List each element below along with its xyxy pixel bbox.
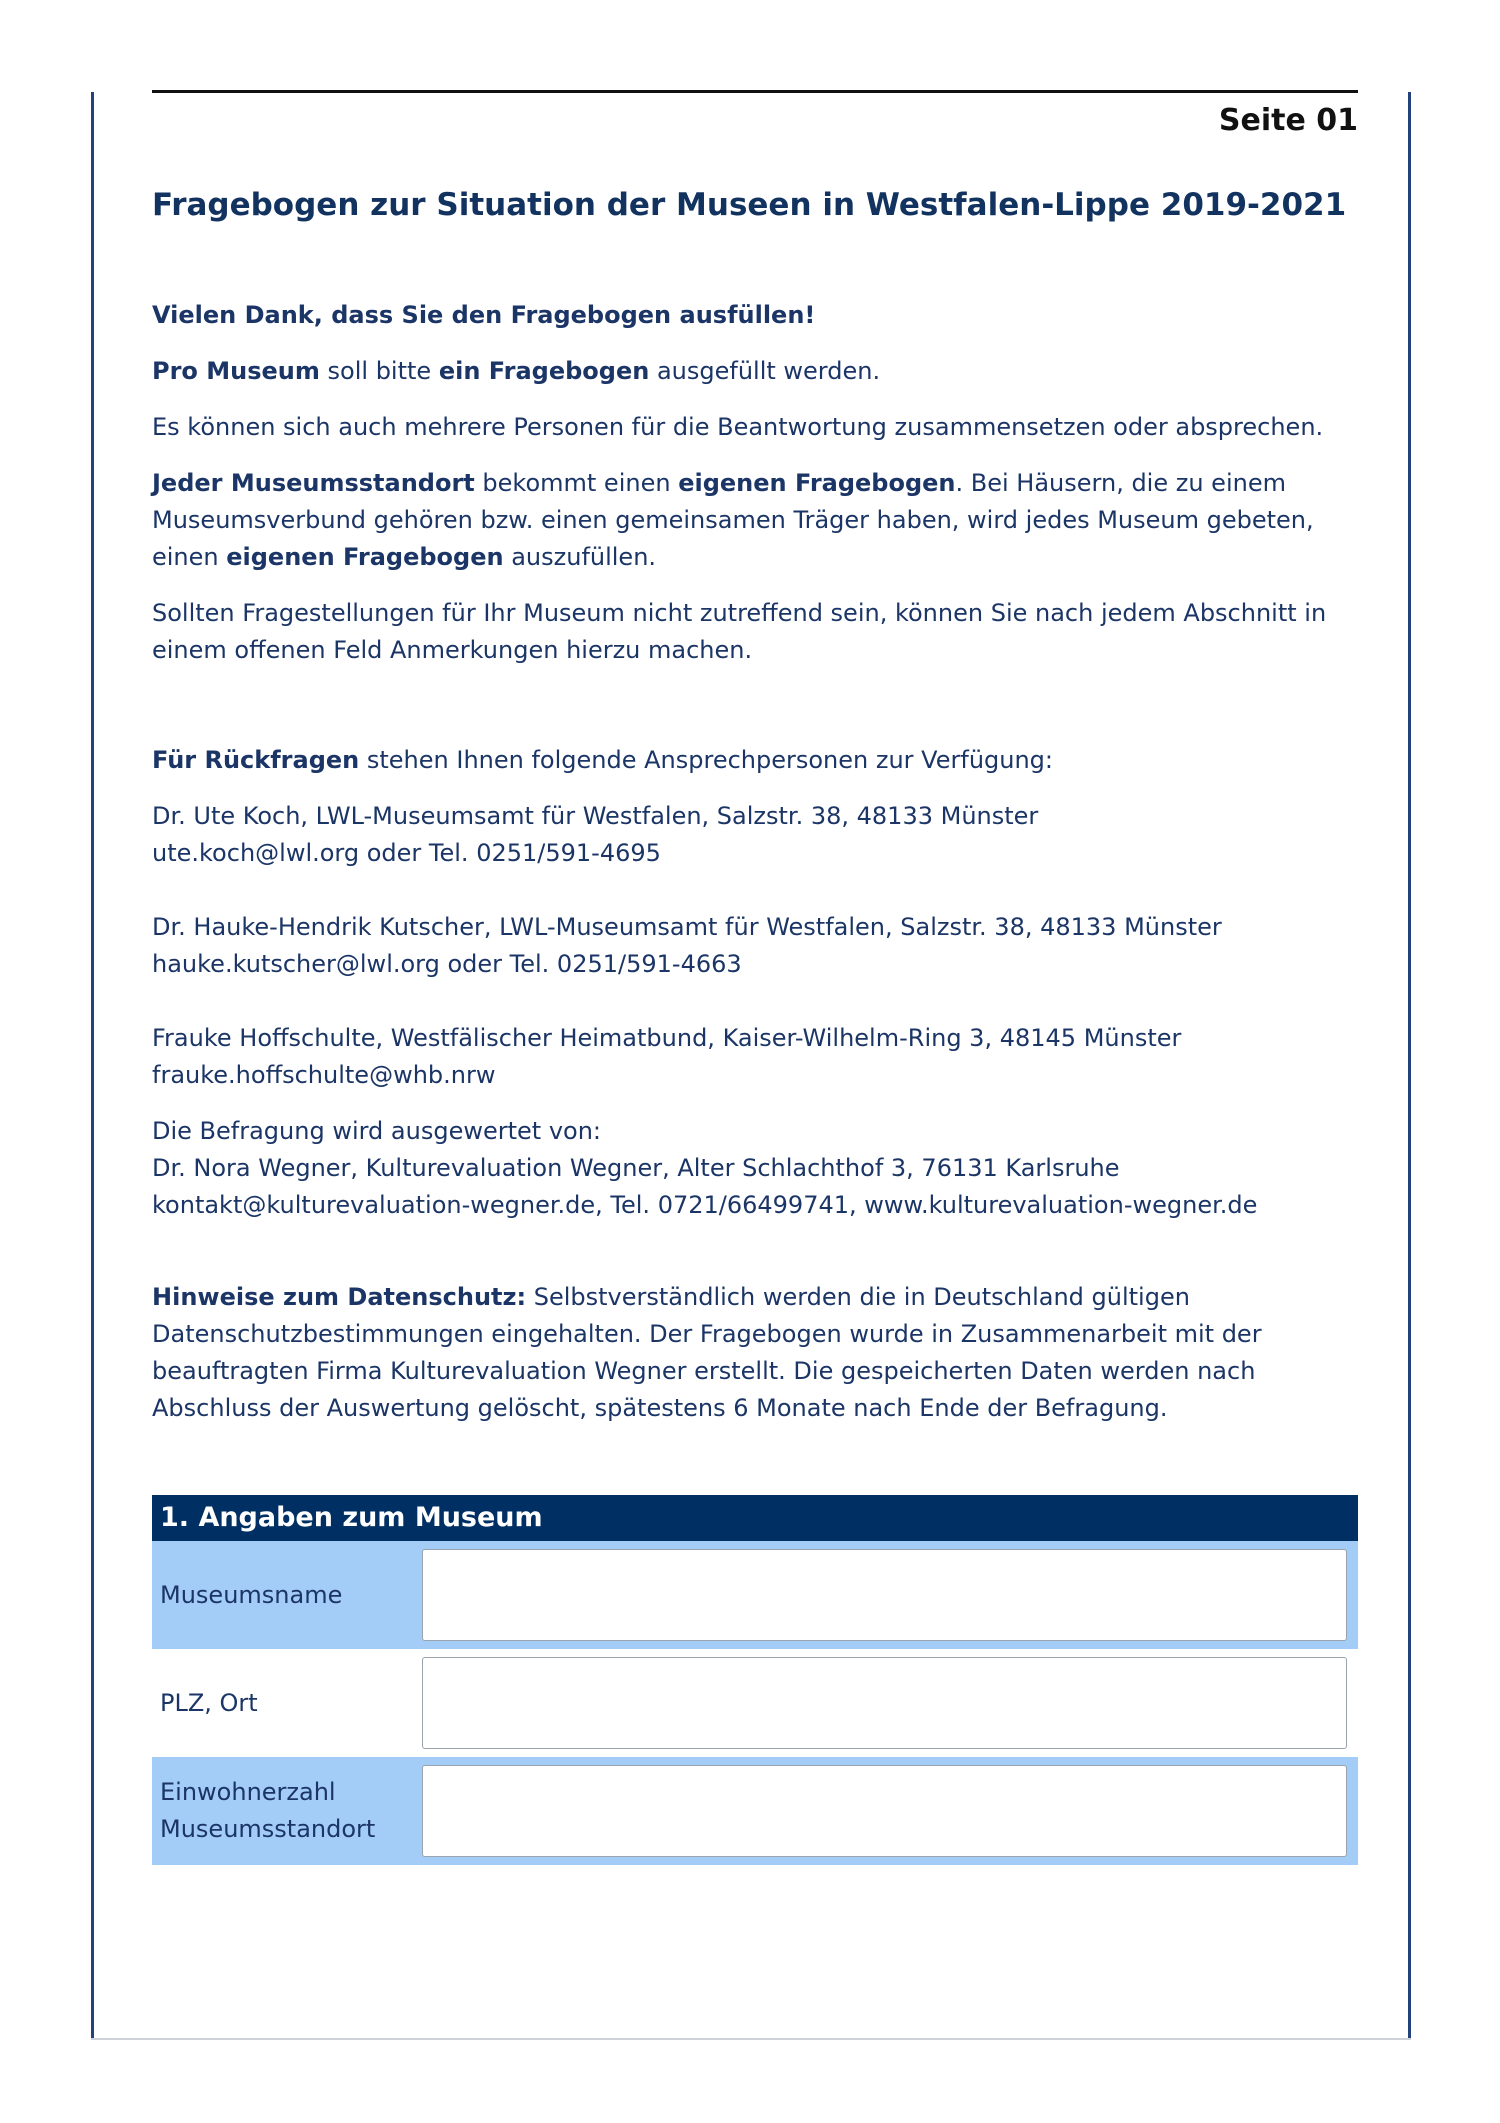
field-label: Einwohnerzahl Museumsstandort [160, 1778, 376, 1843]
page-number: Seite 01 [1218, 103, 1358, 138]
intro-text: ausgefüllt werden. [649, 357, 881, 385]
intro-text: bekommt einen [474, 469, 679, 497]
intro-paragraph-1 [152, 353, 1358, 390]
intro-paragraph-2: Es können sich auch mehrere Personen für die Beantwortung zusammensetzen oder absprechen. [152, 413, 1324, 441]
field-label: Museumsname [160, 1580, 343, 1609]
page-title: Fragebogen zur Situation der Museen in Westfalen-Lippe 2019-2021 [152, 187, 1347, 223]
intro-text: auszufüllen. [503, 543, 657, 571]
evaluation-line: kontakt@kulturevaluation-wegner.de, Tel. 0721/66499741, www.kulturevaluation-wegner.de [152, 1191, 1258, 1219]
postal-city-input[interactable] [422, 1657, 1347, 1749]
intro-bold: Jeder Museumsstandort [152, 469, 475, 497]
section-museum-info [152, 1495, 1358, 1865]
contact-line: Dr. Ute Koch, LWL-Museumsamt für Westfalen, Salzstr. 38, 48133 Münster [152, 802, 1039, 830]
top-rule [152, 90, 1358, 93]
field-label: PLZ, Ort [160, 1688, 258, 1717]
page-frame-left [91, 92, 94, 2040]
privacy-label: Hinweise zum Datenschutz: [152, 1283, 527, 1311]
page-frame-bottom [91, 2038, 1411, 2040]
evaluation-line: Die Befragung wird ausgewertet von: [152, 1117, 602, 1145]
contact-block-2 [152, 909, 1358, 983]
evaluation-line: Dr. Nora Wegner, Kulturevaluation Wegner, Alter Schlachthof 3, 76131 Karlsruhe [152, 1154, 1120, 1182]
population-input[interactable] [422, 1765, 1347, 1857]
intro-text: . Bei Häusern, die zu einem Museumsverbund gehören bzw. einen gemeinsamen Träger haben, wird jedes Museum gebeten, einen [152, 469, 1314, 571]
intro-bold: eigenen Fragebogen [226, 543, 504, 571]
questionnaire-page [152, 90, 1358, 1865]
thanks-text: Vielen Dank, dass Sie den Fragebogen ausfüllen! [152, 301, 816, 329]
contact-line: Dr. Hauke-Hendrik Kutscher, LWL-Museumsamt für Westfalen, Salzstr. 38, 48133 Münster [152, 913, 1222, 941]
intro-paragraph-3 [152, 465, 1358, 576]
contact-line: frauke.hoffschulte@whb.nrw [152, 1061, 496, 1089]
intro-bold: Pro Museum [152, 357, 320, 385]
page-frame-right [1408, 92, 1411, 2040]
section-title: 1. Angaben zum Museum [152, 1495, 1358, 1541]
contact-block-3 [152, 1020, 1358, 1094]
contact-line: hauke.kutscher@lwl.org oder Tel. 0251/591-4663 [152, 950, 742, 978]
privacy-text: Selbstverständlich werden die in Deutschland gültigen Datenschutzbestimmungen eingehalten. Der Fragebogen wurde in Zusammenarbeit mit der beauftragten Firma Kulturevaluation Wegner erstellt. Die gespeicherten Daten werden nach Abschluss der Auswertung gelöscht, spätestens 6 Monate nach Ende der Befragung. [152, 1283, 1262, 1422]
evaluation-block [152, 1113, 1358, 1224]
contacts-heading [152, 742, 1358, 779]
field-row-population [152, 1757, 1358, 1865]
museum-name-input[interactable] [422, 1549, 1347, 1641]
field-row-postal-city [152, 1649, 1358, 1757]
contact-line: ute.koch@lwl.org oder Tel. 0251/591-4695 [152, 839, 661, 867]
field-row-museum-name [152, 1541, 1358, 1649]
contact-line: Frauke Hoffschulte, Westfälischer Heimatbund, Kaiser-Wilhelm-Ring 3, 48145 Münster [152, 1024, 1182, 1052]
contacts-heading-text: stehen Ihnen folgende Ansprechpersonen zur Verfügung: [359, 746, 1053, 774]
contact-block-1 [152, 798, 1358, 872]
privacy-notice [152, 1279, 1358, 1427]
intro-text: soll bitte [319, 357, 439, 385]
intro-paragraph-4: Sollten Fragestellungen für Ihr Museum nicht zutreffend sein, können Sie nach jedem Abschnitt in einem offenen Feld Anmerkungen hierzu machen. [152, 599, 1327, 664]
intro-bold: eigenen Fragebogen [678, 469, 956, 497]
contacts-heading-bold: Für Rückfragen [152, 746, 360, 774]
intro-bold: ein Fragebogen [438, 357, 650, 385]
